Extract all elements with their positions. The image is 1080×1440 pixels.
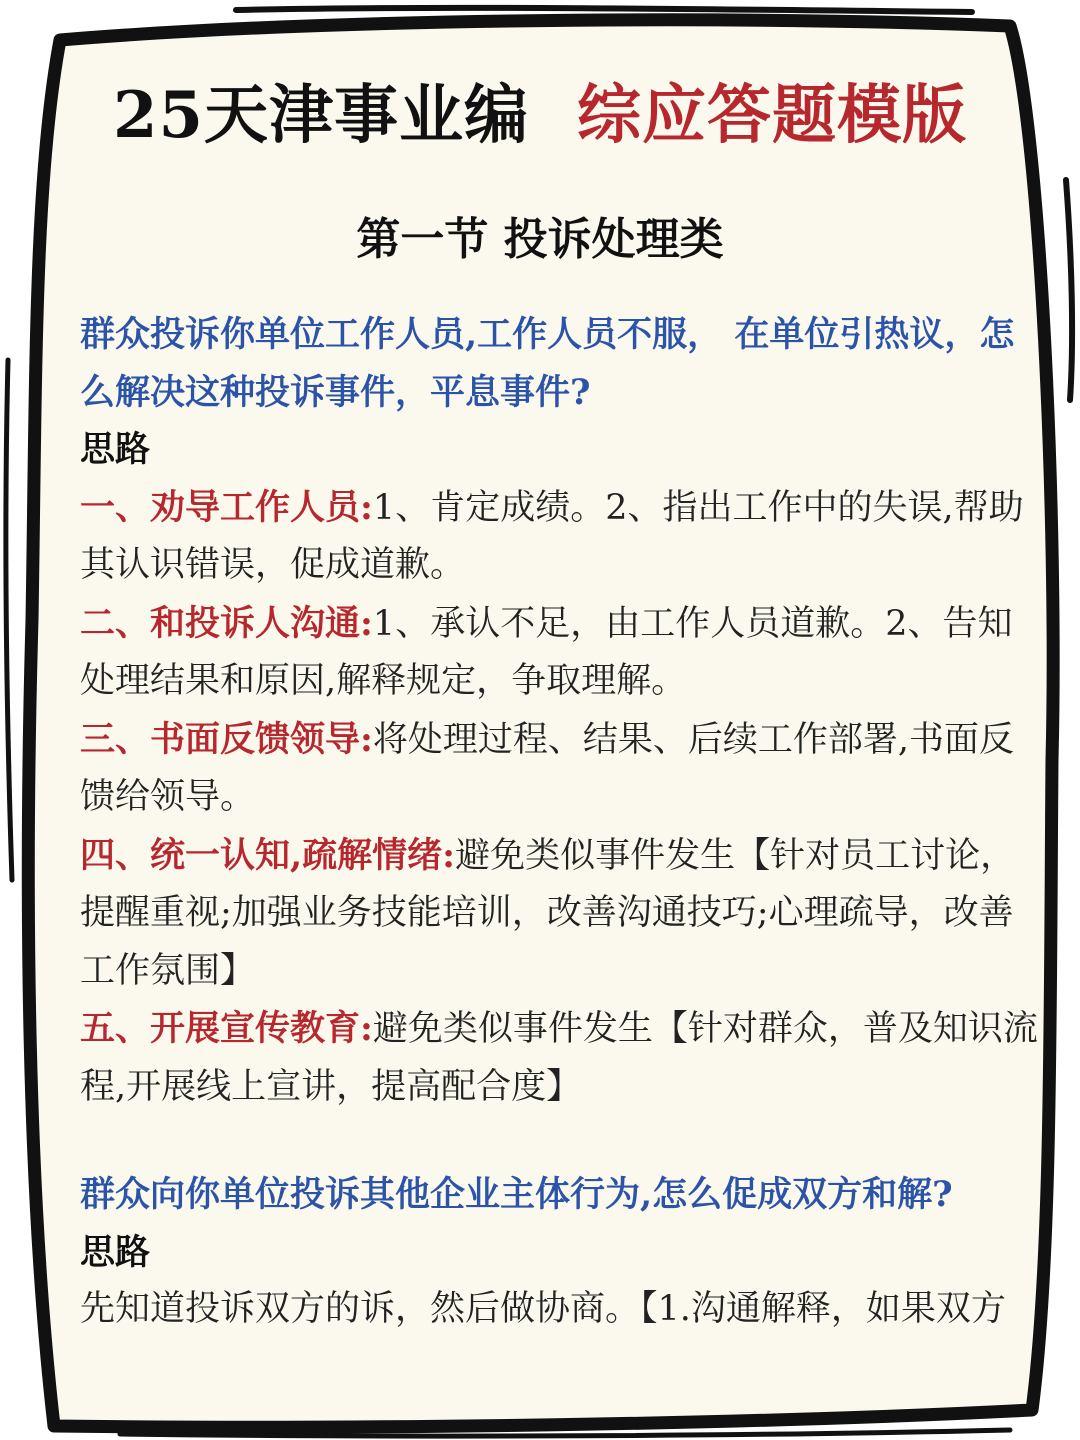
- point-body: 将处理过程、结果、后续工作部署,书面反馈给领导。: [80, 719, 1015, 817]
- point-heading: 五、开展宣传教育:: [80, 1008, 373, 1049]
- point-body: 避免类似事件发生【针对群众，普及知识流程,开展线上宣讲，提高配合度】: [80, 1009, 1038, 1107]
- question-block-1: [80, 306, 1038, 1116]
- point-body: 避免类似事件发生【针对员工讨论，提醒重视;加强业务技能培训，改善沟通技巧;心理疏导，改善工作氛围】: [80, 835, 1016, 991]
- thinking-label-1: 思路: [80, 429, 151, 470]
- answer-body-2: 先知道投诉双方的诉，然后做协商。【1.沟通解释，如果双方: [80, 1289, 1006, 1329]
- point-2: [80, 595, 1038, 711]
- title-right: 综应答题模版: [577, 78, 968, 153]
- point-heading: 三、书面反馈领导:: [80, 718, 373, 760]
- point-3: [80, 711, 1038, 827]
- point-1: [80, 479, 1038, 595]
- question-1: 群众投诉你单位工作人员,工作人员不服， 在单位引热议，怎么解决这种投诉事件，平息事件?: [80, 314, 1015, 413]
- page-title: [0, 76, 1080, 156]
- point-body: 1、承认不足，由工作人员道歉。2、告知处理结果和原因,解释规定，争取理解。: [80, 603, 1013, 701]
- point-heading: 一、劝导工作人员:: [80, 486, 373, 528]
- section-title: 第一节 投诉处理类: [356, 214, 724, 265]
- point-heading: 四、统一认知,疏解情绪:: [80, 834, 456, 876]
- point-body: 1、肯定成绩。2、指出工作中的失误,帮助其认识错误，促成道歉。: [80, 487, 1024, 585]
- question-2: 群众向你单位投诉其他企业主体行为,怎么促成双方和解?: [80, 1174, 953, 1215]
- point-5: [80, 1000, 1038, 1116]
- point-heading: 二、和投诉人沟通:: [80, 602, 373, 644]
- question-block-2: [80, 1166, 1038, 1339]
- point-4: [80, 827, 1038, 1001]
- thinking-label-2: 思路: [80, 1231, 151, 1273]
- title-left: 25天津事业编: [112, 78, 530, 153]
